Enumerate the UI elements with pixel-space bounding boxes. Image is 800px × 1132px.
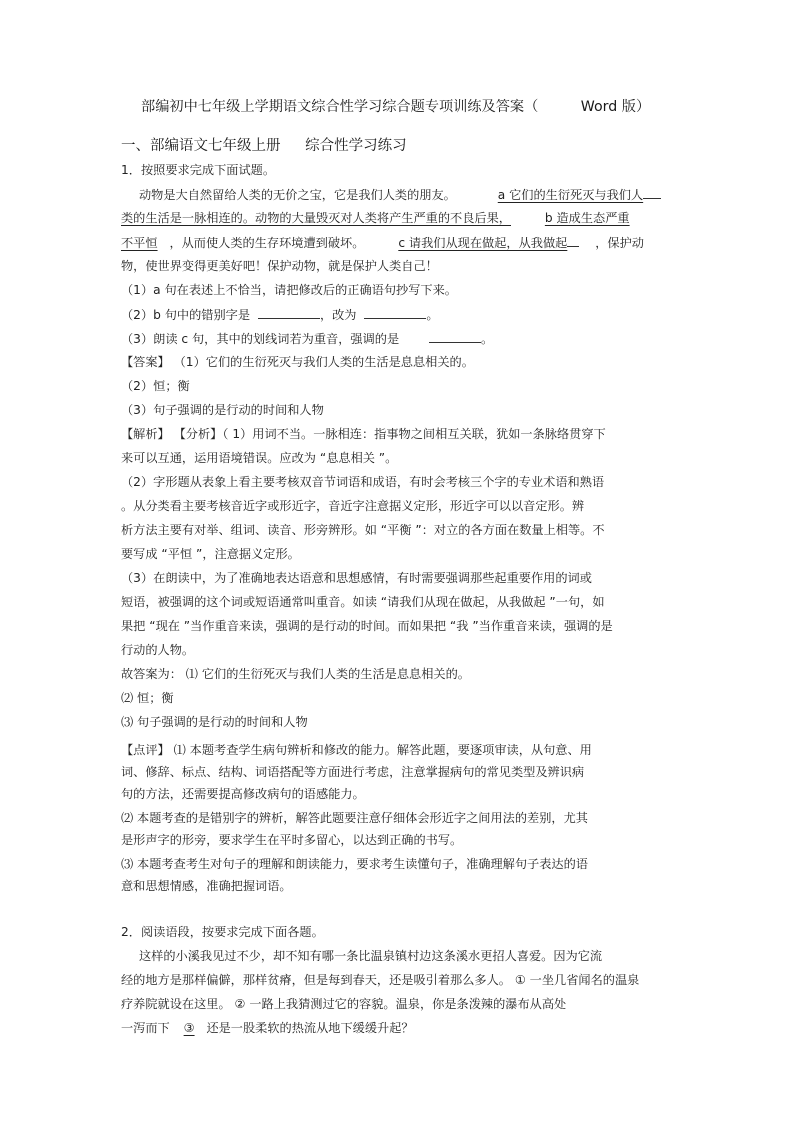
title-main: 部编初中七年级上学期语文综合性学习综合题专项训练及答案（ <box>141 99 539 115</box>
answer-line-2: （2）恒；衡 <box>121 379 190 393</box>
q1-passage-line-1: 动物是大自然留给人类的无价之宝，它是我们人类的朋友。 a 它们的生衍死灭与我们人 <box>139 186 661 203</box>
comment-1-line-2: 词、修辞、标点、结构、词语搭配等方面进行考虑，注意掌握病句的常见类型及辨识病 <box>121 765 585 779</box>
title-word-version: Word 版） <box>580 99 651 115</box>
analysis-1-line-1: 【解析】 【分析】（ 1）用词不当。一脉相连：指事物之间相互关联，犹如一条脉络贯穿下 <box>121 427 606 441</box>
q2-heading: 2．阅读语段，按要求完成下面各题。 <box>121 925 324 939</box>
answer-line-3: （3）句子强调的是行动的时间和人物 <box>121 403 324 417</box>
q1-passage-line-3: 不平恒 ，从而使人类的生存环境遭到破坏。 c 请我们从现在做起，从我做起 ，保护动 <box>121 236 644 250</box>
analysis-2-line-1: （2）字形题从表象上看主要考核双音节词语和成语，有时会考核三个字的专业术语和熟语 <box>121 475 605 489</box>
analysis-3-line-3: 果把 “现在 ”当作重音来读，强调的是行动的时间。而如果把 “我 ”当作重音来读，强调的是 <box>121 619 613 633</box>
q1-passage-line-4: 物，使世界变得更美好吧！保护动物，就是保护人类自己！ <box>121 259 438 273</box>
answer-blank-correct-char[interactable] <box>364 306 426 319</box>
answer-blank-emphasis[interactable] <box>429 330 481 343</box>
comment-2-line-1: ⑵ 本题考查的是错别字的辨析，解答此题要注意仔细体会形近字之间用法的差别，尤其 <box>121 811 588 825</box>
analysis-3-line-4: 行动的人物。 <box>121 643 195 657</box>
final-answer-line-0: 故答案为： ⑴ 它们的生衍死灭与我们人类的生活是息息相关的。 <box>121 667 470 681</box>
comment-3-line-2: 意和思想情感，准确把握词语。 <box>121 879 292 893</box>
comment-2-line-2: 是形声字的形旁，要求学生在平时多留心，以达到正确的书写。 <box>121 833 463 847</box>
q1-sub-question-2: （2）b 句中的错别字是 ，改为 。 <box>121 308 439 322</box>
final-answer-line-2: ⑶ 句子强调的是行动的时间和人物 <box>121 715 308 729</box>
document-title <box>141 99 650 115</box>
analysis-3-line-2: 短语，被强调的这个词或短语通常叫重音。如读 “请我们从现在做起，从我做起 ”一句，如 <box>121 595 605 609</box>
q2-passage-line-1: 这样的小溪我见过不少，却不知有哪一条比温泉镇村边这条溪水更招人喜爱。因为它流 <box>139 949 603 963</box>
section-name: 综合性学习练习 <box>305 138 407 154</box>
answer-line-1: 【答案】 （1）它们的生衍死灭与我们人类的生活是息息相关的。 <box>121 355 474 369</box>
q2-passage-line-4: 一泻而下 ③ 还是一股柔软的热流从地下缓缓升起？ <box>121 1021 414 1035</box>
q1-passage-line-2: 类的生活是一脉相连的。动物的大量毁灭对人类将产生严重的不良后果， b 造成生态严重 <box>121 211 630 225</box>
analysis-2-line-2: 。从分类看主要考核音近字或形近字，音近字注意据义定形，形近字可以以音定形。辨 <box>121 499 585 513</box>
comment-3-line-1: ⑶ 本题考查考生对句子的理解和朗读能力，要求考生读懂句子，准确理解句子表达的语 <box>121 857 588 871</box>
section-part: 一、部编语文七年级上册 <box>121 138 281 154</box>
q1-sub-question-3: （3）朗读 c 句，其中的划线词若为重音，强调的是 。 <box>121 332 494 346</box>
analysis-2-line-4: 要写成 “平恒 ”，注意据义定形。 <box>121 547 300 561</box>
sentence-b-underlined: b 造成生态严重 <box>544 211 630 225</box>
sentence-a-underlined: a 它们的生衍死灭与我们人 <box>497 188 644 202</box>
q2-passage-line-3: 疗养院就设在这里。 ② 一路上我猜测过它的容貌。温泉，你是条泼辣的瀑布从高处 <box>121 997 567 1011</box>
comment-1-line-3: 句的方法，还需要提高修改病句的语感能力。 <box>121 787 365 801</box>
analysis-1-line-2: 来可以互通，运用语境错误。应改为 “息息相关 ”。 <box>121 451 398 465</box>
section-heading <box>121 138 407 154</box>
sentence-c-underlined: c 请我们从现在做起，从我做起 <box>398 236 568 250</box>
final-answer-line-1: ⑵ 恒；衡 <box>121 691 174 705</box>
q1-sub-question-1: （1）a 句在表述上不恰当，请把修改后的正确语句抄写下来。 <box>121 283 457 297</box>
answer-blank-wrong-char[interactable] <box>258 306 320 319</box>
q1-heading: 1．按照要求完成下面试题。 <box>121 163 276 177</box>
q2-passage-line-2: 经的地方是那样偏僻，那样贫瘠，但是每到春天，还是吸引着那么多人。 ① 一坐几省闻名的温泉 <box>121 973 640 987</box>
blank-marker-3: ③ <box>183 1021 195 1035</box>
analysis-3-line-1: （3）在朗读中，为了准确地表达语意和思想感情，有时需要强调那些起重要作用的词或 <box>121 571 592 585</box>
analysis-2-line-3: 析方法主要有对举、组词、读音、形旁辨形。如 “平衡 ”：对立的各方面在数量上相等。不 <box>121 523 605 537</box>
comment-1-line-1: 【点评】 ⑴ 本题考查学生病句辨析和修改的能力。解答此题，要逐项审读，从句意、用 <box>121 743 592 757</box>
